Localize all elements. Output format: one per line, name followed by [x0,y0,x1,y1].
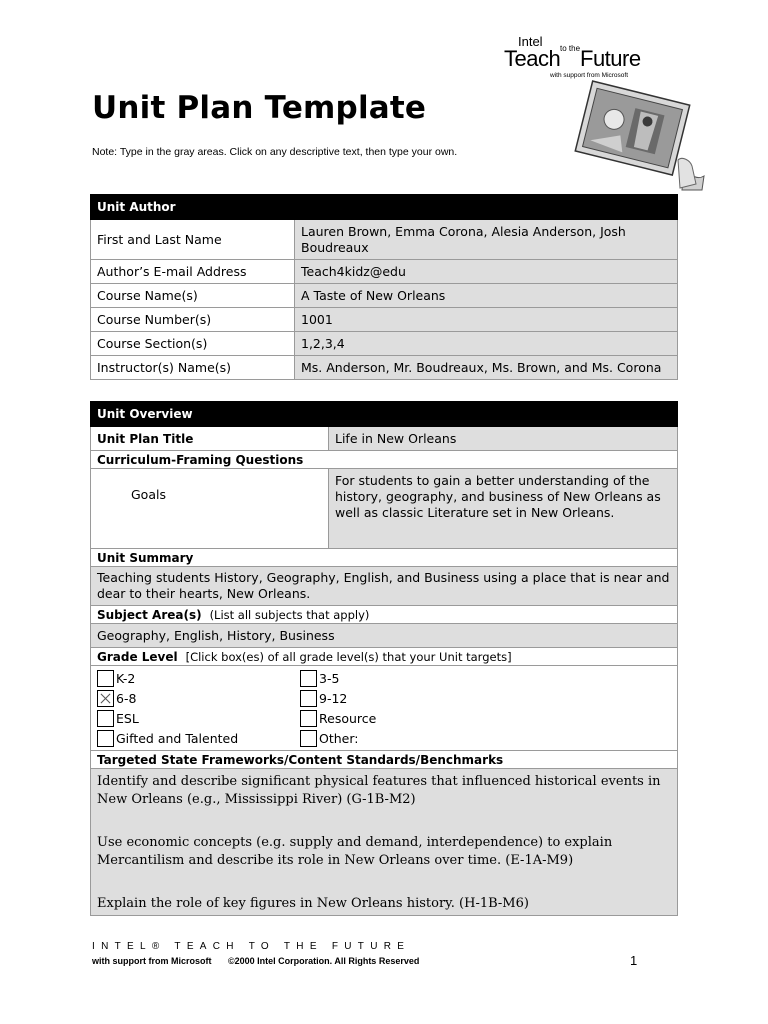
grade-option-k2[interactable] [97,669,300,687]
instructions-note: Note: Type in the gray areas. Click on any descriptive text, then type your own. [92,146,458,158]
intel-teach-logo [500,32,710,192]
grade-checkbox-other[interactable] [300,730,317,747]
instructor-name-field[interactable]: Ms. Anderson, Mr. Boudreaux, Ms. Brown, and Ms. Corona [295,356,678,380]
logo-tothe-text: to the [560,44,581,53]
logo-intel-text: Intel [518,34,543,49]
grade-checkbox-9-12[interactable] [300,690,317,707]
unit-overview-table [90,401,678,916]
grade-checkbox-resource[interactable] [300,710,317,727]
footer-copyright: ©2000 Intel Corporation. All Rights Reserved [228,956,420,966]
unit-plan-title-label: Unit Plan Title [91,427,329,451]
grade-label-6-8: 6-8 [116,690,137,706]
standard-item: Explain the role of key figures in New Orleans history. (H-1B-M6) [97,896,529,911]
grade-checkbox-3-5[interactable] [300,670,317,687]
page-title: Unit Plan Template [92,90,427,126]
grade-label-esl: ESL [116,710,139,726]
logo-support-text: with support from Microsoft [550,72,629,79]
grade-option-other[interactable] [300,729,671,747]
grade-label-k2: K-2 [116,670,136,686]
author-email-label: Author’s E-mail Address [91,260,295,284]
course-name-field[interactable]: A Taste of New Orleans [295,284,678,308]
laptop-illustration-icon [572,80,708,192]
goals-label: Goals [91,469,329,549]
course-name-label: Course Name(s) [91,284,295,308]
footer-support: with support from Microsoft [92,956,212,966]
footer-brand: INTEL® TEACH TO THE FUTURE [92,941,411,952]
goals-field[interactable]: For students to gain a better understanding of the history, geography, and business of New Orleans as well as classic Literature set in New Orleans. [329,469,678,549]
grade-level-row [91,648,678,666]
standards-label: Targeted State Frameworks/Content Standards/Benchmarks [91,751,678,769]
grade-option-3-5[interactable] [300,669,671,687]
grade-option-9-12[interactable] [300,689,671,707]
grade-option-esl[interactable] [97,709,300,727]
grade-level-options [91,666,678,751]
subject-area-hint: (List all subjects that apply) [209,608,370,622]
grade-label-gifted: Gifted and Talented [116,730,239,746]
course-section-label: Course Section(s) [91,332,295,356]
curriculum-framing-label: Curriculum-Framing Questions [91,451,678,469]
grade-label-resource: Resource [319,710,377,726]
grade-level-hint: [Click box(es) of all grade level(s) that your Unit targets] [185,650,512,664]
grade-option-6-8[interactable] [97,689,300,707]
grade-label-9-12: 9-12 [319,690,348,706]
course-number-label: Course Number(s) [91,308,295,332]
subject-area-label: Subject Area(s) [97,608,202,622]
grade-option-gifted[interactable] [97,729,300,747]
standards-field[interactable] [91,769,678,916]
logo-teach-text: Teach [504,46,561,71]
unit-author-table [90,194,678,380]
instructor-name-label: Instructor(s) Name(s) [91,356,295,380]
grade-label-3-5: 3-5 [319,670,340,686]
page-number: 1 [630,953,638,968]
unit-plan-title-field[interactable]: Life in New Orleans [329,427,678,451]
unit-overview-header: Unit Overview [91,402,678,427]
grade-label-other: Other: [319,730,359,746]
course-number-field[interactable]: 1001 [295,308,678,332]
standard-item: Identify and describe significant physical features that influenced historical events in New Orleans (e.g., Mississippi River) (G-1B-M2) [97,774,661,807]
unit-author-header: Unit Author [91,195,678,220]
grade-level-label: Grade Level [97,650,178,664]
standard-item: Use economic concepts (e.g. supply and demand, interdependence) to explain Mercantilism and describe its role in New Orleans over time. (E-1A-M9) [97,835,613,868]
grade-checkbox-gifted[interactable] [97,730,114,747]
author-email-field[interactable]: Teach4kidz@edu [295,260,678,284]
unit-summary-label: Unit Summary [91,549,678,567]
grade-checkbox-6-8[interactable] [97,690,114,707]
unit-summary-field[interactable]: Teaching students History, Geography, English, and Business using a place that is near and dear to their hearts, New Orleans. [91,567,678,606]
course-section-field[interactable]: 1,2,3,4 [295,332,678,356]
logo-future-text: Future [580,46,641,71]
author-name-field[interactable]: Lauren Brown, Emma Corona, Alesia Anderson, Josh Boudreaux [295,220,678,260]
grade-checkbox-k2[interactable] [97,670,114,687]
author-name-label: First and Last Name [91,220,295,260]
grade-option-resource[interactable] [300,709,671,727]
subject-area-row [91,606,678,624]
subject-area-field[interactable]: Geography, English, History, Business [91,624,678,648]
grade-checkbox-esl[interactable] [97,710,114,727]
